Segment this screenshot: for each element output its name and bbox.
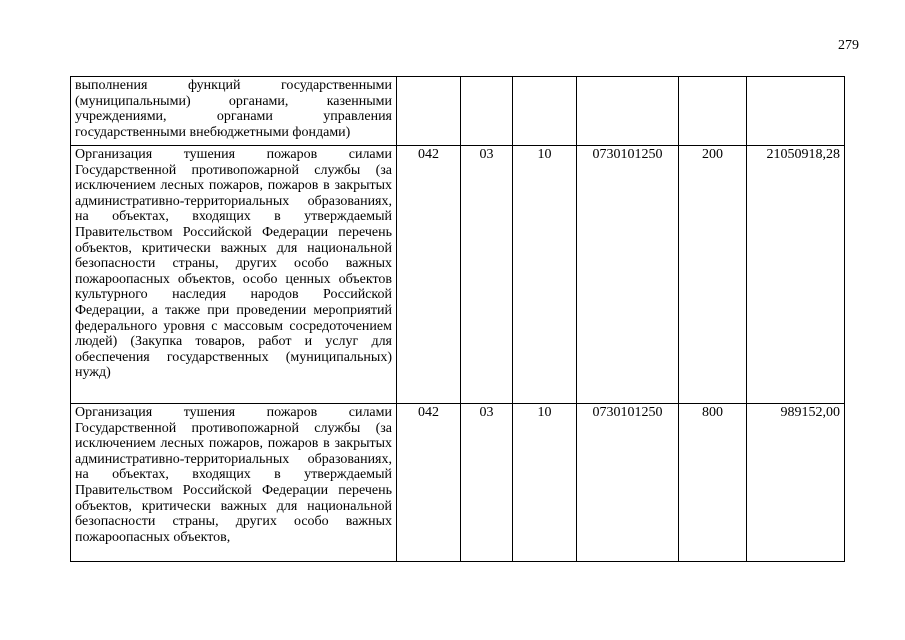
table-row xyxy=(71,77,845,146)
cell-description: Организация тушения пожаров силами Государственной противопожарной службы (за исключением лесных пожаров, пожаров в закрытых административно-территориальных образованиях, на объектах, входящих в утверждаемый Правительством Российской Федерации перечень объектов, критически важных для национальной безопасности страны, других особо важных пожароопасных объектов, xyxy=(71,404,397,562)
cell-description: выполнения функций государственными (муниципальными) органами, казенными учреждениями, органами управления государственными внебюджетными фондами) xyxy=(71,77,397,146)
cell-amount xyxy=(747,77,845,146)
cell-target-article xyxy=(577,77,679,146)
page-number: 279 xyxy=(838,38,859,53)
cell-expense-type: 200 xyxy=(679,146,747,404)
cell-expense-type xyxy=(679,77,747,146)
cell-section: 03 xyxy=(461,404,513,562)
cell-ministry: 042 xyxy=(397,404,461,562)
cell-section: 03 xyxy=(461,146,513,404)
budget-table xyxy=(70,76,845,562)
cell-amount: 989152,00 xyxy=(747,404,845,562)
cell-subsection: 10 xyxy=(513,146,577,404)
table-row xyxy=(71,146,845,404)
cell-ministry xyxy=(397,77,461,146)
cell-subsection xyxy=(513,77,577,146)
cell-description: Организация тушения пожаров силами Государственной противопожарной службы (за исключением лесных пожаров, пожаров в закрытых административно-территориальных образованиях, на объектах, входящих в утверждаемый Правительством Российской Федерации перечень объектов, критически важных для национальной безопасности страны, других особо важных пожароопасных объектов, особо ценных объектов культурного наследия народов Российской Федерации, а также при проведении мероприятий федерального уровня с массовым сосредоточением людей) (Закупка товаров, работ и услуг для обеспечения государственных (муниципальных) нужд) xyxy=(71,146,397,404)
cell-section xyxy=(461,77,513,146)
cell-subsection: 10 xyxy=(513,404,577,562)
cell-target-article: 0730101250 xyxy=(577,404,679,562)
table-row xyxy=(71,404,845,562)
cell-ministry: 042 xyxy=(397,146,461,404)
cell-amount: 21050918,28 xyxy=(747,146,845,404)
cell-target-article: 0730101250 xyxy=(577,146,679,404)
cell-expense-type: 800 xyxy=(679,404,747,562)
